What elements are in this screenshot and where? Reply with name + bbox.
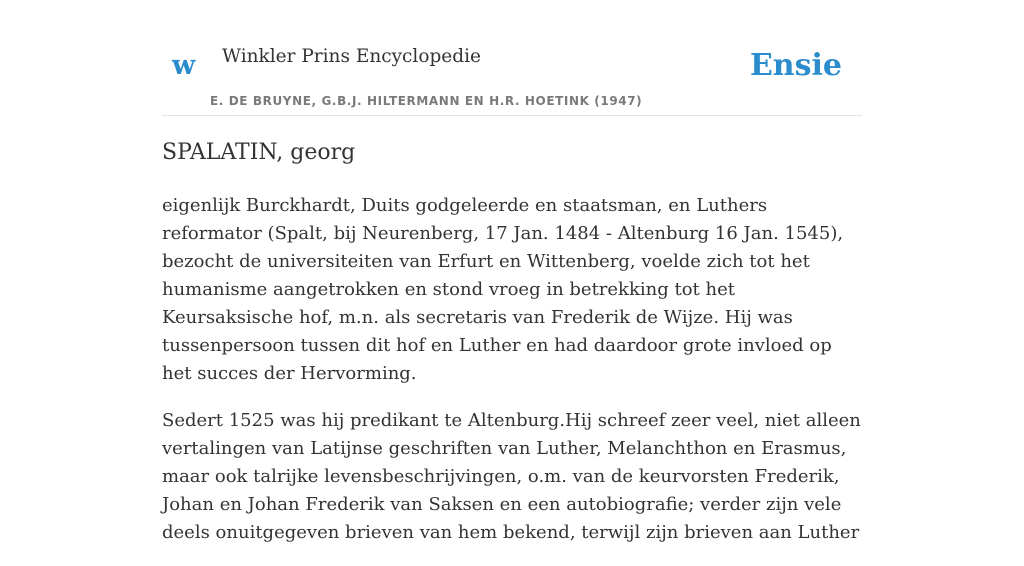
ensie-logo[interactable]: Ensie: [749, 48, 842, 83]
book-title[interactable]: Winkler Prins Encyclopedie: [222, 46, 481, 67]
entry-paragraph: Sedert 1525 was hij predikant te Altenburg.Hij schreef zeer veel, niet alleen vertalingen van Latijnse geschriften van Luther, Melanchthon en Erasmus, maar ook talrijke levensbeschrijvingen, o.m. van de keurvorsten Frederik, Johan en Johan Frederik van Saksen en een autobiografie; verder zijn vele deels onuitgegeven brieven van hem bekend, terwijl zijn brieven aan Luther: [162, 410, 861, 543]
article-container: [162, 0, 862, 543]
page-header: [162, 0, 862, 116]
winkler-prins-logo[interactable]: w: [172, 50, 196, 81]
entry-paragraph: eigenlijk Burckhardt, Duits godgeleerde en staatsman, en Luthers reformator (Spalt, bij Neurenberg, 17 Jan. 1484 - Altenburg 16 Jan. 1545), bezocht de universiteiten van Erfurt en Wittenberg, voelde zich tot het humanisme aangetrokken en stond vroeg in betrekking tot het Keursaksische hof, m.n. als secretaris van Frederik de Wijze. Hij was tussenpersoon tussen dit hof en Luther en had daardoor grote invloed op het succes der Hervorming.: [162, 195, 844, 384]
book-authors: E. DE BRUYNE, G.B.J. HILTERMANN EN H.R. HOETINK (1947): [210, 94, 643, 108]
entry-body: [162, 192, 864, 566]
entry-title: SPALATIN, georg: [162, 140, 356, 165]
